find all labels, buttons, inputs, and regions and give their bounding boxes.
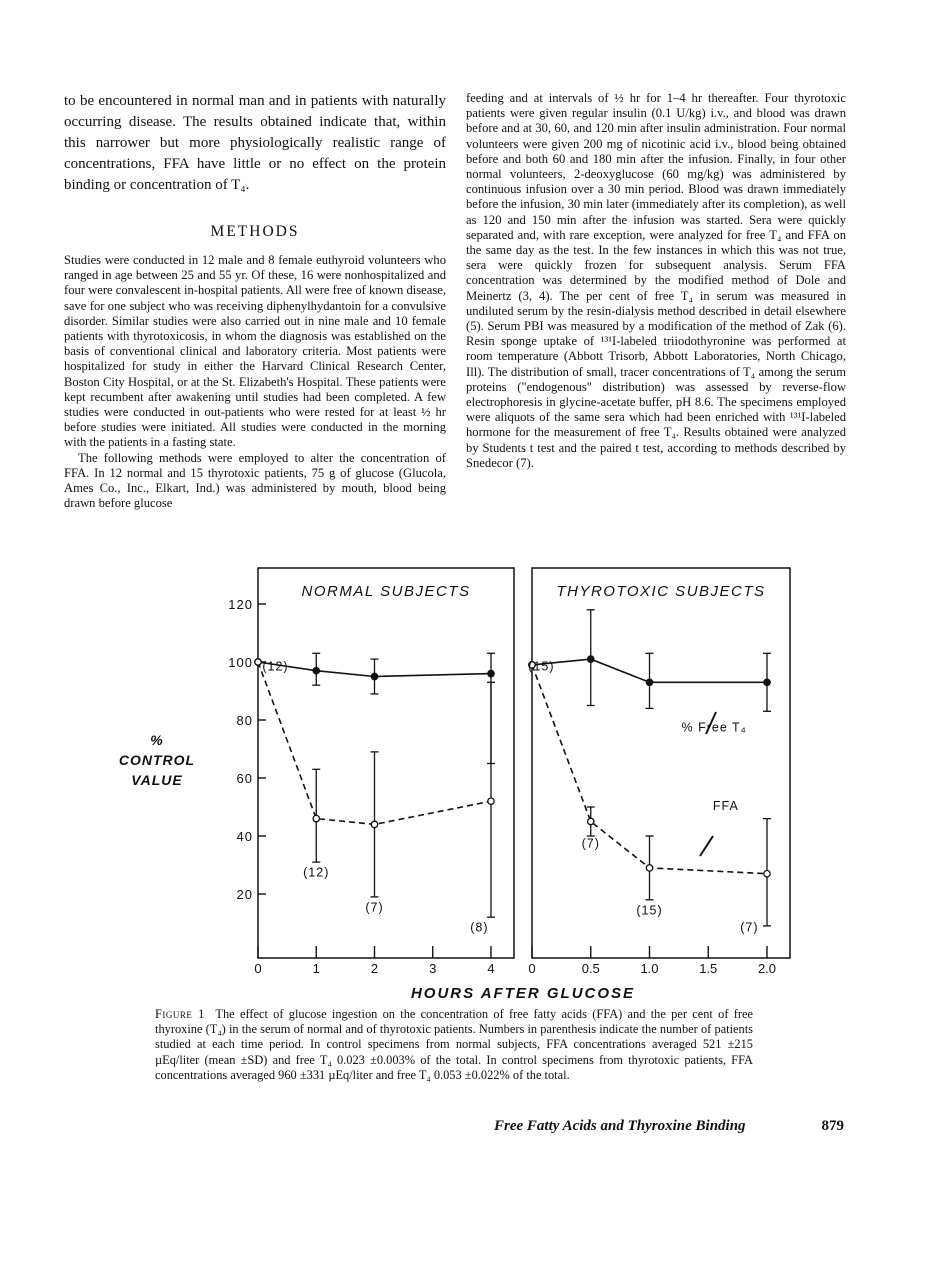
thyrotoxic-free-t4-point [588, 656, 594, 662]
caption-text: The effect of glucose ingestion on the concentration of free fatty acids (FFA) and the per cent of free thyroxine (T₄) in the serum of normal and of thyrotoxic patients. Numbers in parenthesis indicate the number of patients studied at each time period. In control specimens from normal subjects, FFA concentrations averaged 521 ±215 µEq/liter (mean ±SD) and free T₄ 0.023 ±0.003% of the total. In control specimens from thyrotoxic patients, FFA concentrations averaged 960 ±331 µEq/liter and free T₄ 0.053 ±0.022% of the total. [155, 1007, 753, 1082]
y-tick-label: 60 [236, 771, 253, 786]
normal-ffa-point [488, 798, 494, 804]
normal-annotation: (12) [303, 865, 330, 880]
x-axis-label: HOURS AFTER GLUCOSE [410, 985, 636, 1002]
running-title: Free Fatty Acids and Thyroxine Binding [494, 1118, 746, 1134]
normal-annotation: (8) [470, 920, 489, 935]
x-tick-label: 1.0 [640, 961, 659, 976]
normal-annotation: (7) [365, 900, 384, 915]
page-footer [494, 1118, 844, 1135]
left-column [64, 91, 446, 511]
intro-paragraph: to be encountered in normal man and in patients with naturally occurring disease. The results obtained indicate that, within this narrower but more physiologically realistic range of concentrations, FFA have little or no effect on the protein binding or concentration of T₄. [64, 93, 446, 193]
thyrotoxic-annotation: (7) [740, 920, 759, 935]
page-number: 879 [821, 1118, 844, 1134]
thyrotoxic-free-t4-point [764, 679, 770, 685]
methods-paragraph-1: Studies were conducted in 12 male and 8 female euthyroid volunteers who ranged in age between 25 and 55 yr. Of these, 16 were nonhospitalized and four were convalescent in-hospital patients. All were free of known disease, save for one subject who was receiving diphenylhydantoin for a convulsive disorder. Similar studies were also carried out in nine male and 10 female patients with thyrotoxicosis, in whom the diagnosis was established on the basis of conventional clinical and laboratory criteria. Most patients were hospitalized for study in either the Harvard Clinical Research Center, Boston City Hospital, or at the St. Elizabeth's Hospital. These patients were kept recumbent after awakening until studies had been completed. A few studies were conducted in out-patients who were rested for at least ½ hr before studies were initiated. All studies were conducted in the morning with the patients in a fasting state. [64, 253, 446, 450]
y-tick-label: 120 [228, 597, 253, 612]
normal-annotation: (12) [262, 659, 289, 674]
thyrotoxic-ffa-point [646, 865, 652, 871]
normal-panel-frame [258, 568, 514, 958]
normal-free-t4-point [488, 670, 494, 676]
figure-caption [155, 1007, 753, 1083]
figure-1 [0, 560, 936, 1010]
normal-free-t4-point [313, 668, 319, 674]
x-tick-label: 0 [254, 961, 262, 976]
thyrotoxic-annotation: % Free T₄ [681, 720, 747, 735]
normal-panel-title: NORMAL SUBJECTS [301, 583, 471, 600]
normal-ffa-point [371, 821, 377, 827]
x-tick-label: 4 [487, 961, 495, 976]
caption-label: Figure 1 [155, 1007, 205, 1021]
y-axis-label-line: VALUE [131, 772, 183, 788]
thyrotoxic-ffa-point [588, 818, 594, 824]
normal-ffa-point [313, 815, 319, 821]
y-tick-label: 80 [236, 713, 253, 728]
thyrotoxic-panel-title: THYROTOXIC SUBJECTS [556, 583, 766, 600]
y-tick-label: 20 [236, 887, 253, 902]
ffa-pointer [700, 836, 713, 856]
normal-ffa-point [255, 659, 261, 665]
thyrotoxic-ffa-point [764, 871, 770, 877]
x-tick-label: 2 [370, 961, 379, 976]
y-axis-label-line: CONTROL [118, 752, 196, 768]
x-tick-label: 1.5 [699, 961, 718, 976]
y-tick-label: 100 [228, 655, 253, 670]
y-axis-label-line: % [150, 732, 164, 748]
thyrotoxic-annotation: (15) [528, 659, 555, 674]
thyrotoxic-free-t4-point [646, 679, 652, 685]
thyrotoxic-annotation: (15) [636, 903, 663, 918]
x-tick-label: 2.0 [757, 961, 777, 976]
right-column [466, 91, 846, 471]
methods-paragraph-2: The following methods were employed to alter the concentration of FFA. In 12 normal and 15 thyrotoxic patients, 75 g of glucose (Glucola, Ames Co., Inc., Elkart, Ind.) was administered by mouth, blood being drawn before glucose [64, 450, 446, 511]
thyrotoxic-annotation: FFA [712, 798, 739, 813]
methods-heading: METHODS [210, 223, 300, 240]
thyrotoxic-annotation: (7) [581, 836, 600, 851]
y-tick-label: 40 [236, 829, 253, 844]
thyrotoxic-panel-frame [532, 568, 790, 958]
x-tick-label: 0 [528, 961, 536, 976]
normal-free-t4-point [371, 673, 377, 679]
y-axis-label [102, 730, 212, 790]
methods-paragraph-3: feeding and at intervals of ½ hr for 1–4 hr thereafter. Four thyrotoxic patients were given regular insulin (0.1 U/kg) i.v., and blood was drawn before and at 30, 60, and 120 min after insulin administration. Four normal volunteers were given 200 mg of nicotinic acid i.v., blood being obtained before and both 60 and 180 min after the infusion. Finally, in four other normal volunteers, 2-deoxyglucose (60 mg/kg) was administered by continuous infusion over a 30 min period. Blood was drawn immediately before the infusion, 30 min later (immediately after its completion), as well as 120 and 150 min after the infusion was started. Sera were quickly separated and, with rare exception, were analyzed for free T₄ and FFA on the same day as the test. In the few instances in which this was not true, sera were quickly frozen for subsequent analysis. Serum FFA concentration was determined by the modified method of Dole and Meinertz (3, 4). The per cent of free T₄ in serum was measured in undiluted serum by the resin-dialysis method described in detail elsewhere (5). Serum PBI was measured by a modification of the method of Zak (6). Resin sponge uptake of ¹³¹I-labeled triiodothyronine was performed at room temperature (Abbott Trisorb, Abbott Laboratories, North Chicago, Ill). The distribution of small, tracer concentrations of T₄ among the serum proteins ("endogenous" distribution) was assessed by reverse-flow electrophoresis in glycine-acetate buffer, pH 8.6. The specimens employed were aliquots of the same sera which had been enriched with ¹³¹I-labeled hormone for the measurement of free T₄. Results obtained were analyzed by Students t test and the paired t test, according to methods described by Snedecor (7). [466, 91, 846, 470]
x-tick-label: 1 [312, 961, 320, 976]
x-tick-label: 0.5 [581, 961, 600, 976]
x-tick-label: 3 [429, 961, 437, 976]
